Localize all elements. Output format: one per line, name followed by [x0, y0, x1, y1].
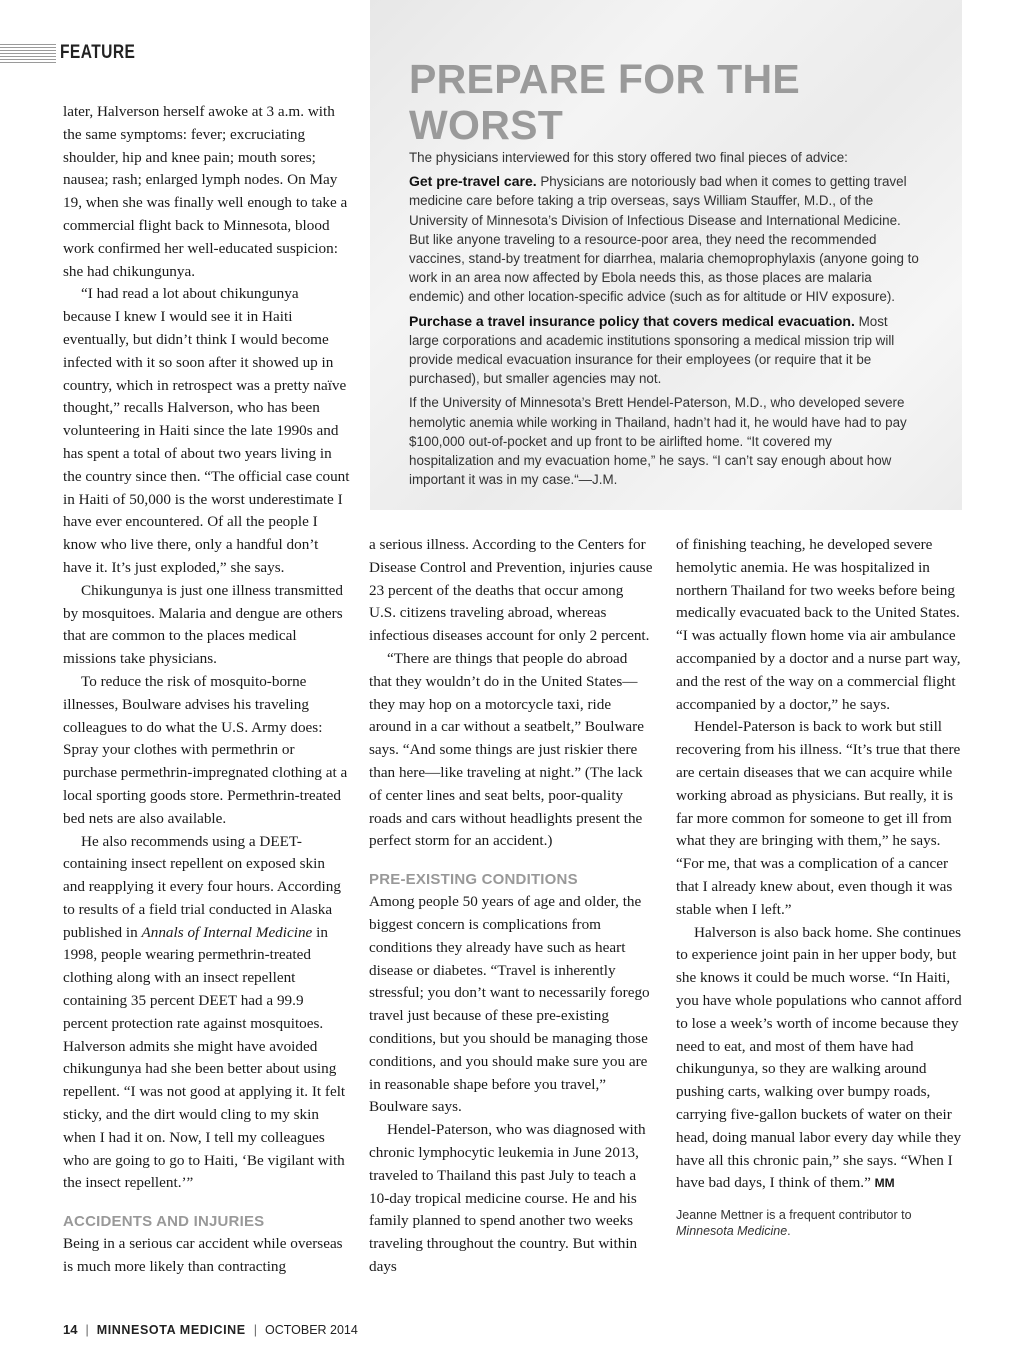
- bio-text-end: .: [787, 1224, 791, 1239]
- paragraph-text: Halverson is also back home. She continues to experience joint pain in her upper body, but she knows it could be much worse. “In Haiti, you have whole populations who cannot afford to lose a week’s worth of income because they need to eat, and most of them have had chikungunya, so they are walking around pushing carts, walking over bumpy roads, carrying five-gallon buckets of water on their head, doing manual labor every day while they have all this chronic pain,” she says. “When I have bad days, I think of them.”: [676, 923, 962, 1192]
- tip-1-heading: Get pre-travel care.: [409, 173, 537, 190]
- end-mark: MM: [874, 1176, 895, 1191]
- sidebar-title: PREPARE FOR THE WORST: [409, 56, 800, 148]
- article-column-1: [63, 101, 350, 1279]
- paragraph: Being in a serious car accident while overseas is much more likely than contracting: [63, 1235, 343, 1276]
- paragraph: later, Halverson herself awoke at 3 a.m. with the same symptoms: fever; excruciating shoulder, hip and knee pain; mouth sores; nausea; rash; enlarged lymph nodes. On May 19, when she was finally well enough to take a commercial flight back to Minnesota, blood work confirmed her well-educated suspicion: she had chikungunya.: [63, 103, 348, 280]
- page-number: 14: [63, 1322, 78, 1337]
- paragraph: Hendel-Paterson, who was diagnosed with chronic lymphocytic leukemia in June 2013, traveled to Thailand this past July to teach a 10-day tropical medicine course. He and his family planned to spend another two weeks traveling throughout the country. But within days: [369, 1121, 646, 1275]
- paragraph-text: in 1998, people wearing permethrin-treated clothing along with an insect repellent containing 35 percent DEET had a 99.9 percent protection rate against mosquitoes. Halverson admits she might have avoided chikungunya had she been better about using repellent. “I was not good at applying it. It felt sticky, and the dirt would cling to my skin when I had it on. Now, I tell my colleagues who are going to go to Haiti, ‘Be vigilant with the insect repellent.’”: [63, 923, 346, 1192]
- subhead-pre-existing: PRE-EXISTING CONDITIONS: [369, 871, 578, 889]
- paragraph: [63, 831, 350, 1196]
- article-column-3: [676, 534, 962, 1239]
- section-label-text: FEATURE: [60, 42, 136, 63]
- sidebar-tip-2: [409, 312, 919, 389]
- tip-2-text: Most large corporations and academic institutions sponsoring a medical mission trip will provide medical evacuation insurance for their employees (or require that it be purchased), but smaller agencies may not.: [409, 313, 895, 387]
- paragraph-text: He also recommends using a DEET-containing insect repellent on exposed skin and reapplying it every four hours. According to results of a field trial conducted in Alaska published in: [63, 832, 341, 941]
- paragraph: “There are things that people do abroad that they wouldn’t do in the United States—they may hop on a motorcycle taxi, ride around in a car without a seatbelt,” Boulware says. “And some things are just riskier there than here—like traveling at night.” (The lack of center lines and seat belts, poor-quality roads and cars without headlights present the perfect storm for an accident.): [369, 649, 644, 850]
- sidebar-closing: If the University of Minnesota’s Brett Hendel-Paterson, M.D., who developed severe hemolytic anemia while working in Thailand, hadn’t had it, he would have had to pay $100,000 out-of-pocket and up front to be airlifted home. “It covered my hospitalization and my evacuation home,” he says. “I can’t say enough about how important it was in my case.“—J.M.: [409, 395, 907, 488]
- paragraph: To reduce the risk of mosquito-borne illnesses, Boulware advises his traveling colleagues to do what the U.S. Army does: Spray your clothes with permethrin or purchase permethrin-impregnated clothing at a local sporting goods store. Permethrin-treated bed nets are also available.: [63, 672, 348, 827]
- magazine-name: MINNESOTA MEDICINE: [96, 1322, 246, 1337]
- author-bio: [676, 1207, 962, 1239]
- issue-date: OCTOBER 2014: [264, 1322, 358, 1337]
- tip-1-text: Physicians are notoriously bad when it comes to getting travel medicine care before taking a trip overseas, says William Stauffer, M.D., of the University of Minnesota’s Division of Infectious Disease and International Medicine. But like anyone traveling to a resource-poor area, they need the recommended vaccines, stand-by treatment for diarrhea, malaria chemoprophylaxis (anyone going to work in an area now affected by Ebola needs this, as those places are malaria endemic) and other location-specific advice (such as for altitude or HIV exposure).: [409, 174, 919, 305]
- sidebar-box: [370, 0, 962, 510]
- paragraph: Chikungunya is just one illness transmitted by mosquitoes. Malaria and dengue are others that are common to the places medical missions take physicians.: [63, 581, 343, 668]
- page-footer: [63, 1322, 358, 1337]
- stripe-decoration: [0, 43, 56, 63]
- footer-separator: |: [85, 1322, 89, 1337]
- sidebar-content: [409, 56, 919, 494]
- paragraph: Hendel-Paterson is back to work but still recovering from his illness. “It’s true that there are certain diseases that we can acquire while working abroad as physicians. But really, it is far more common for someone to get ill from what they are bringing with them,” he says. “For me, that was a complication of a cancer that I already knew about, even though it was stable when I left.”: [676, 718, 961, 918]
- tip-2-heading: Purchase a travel insurance policy that covers medical evacuation.: [409, 312, 855, 329]
- article-column-2: [369, 534, 653, 1279]
- paragraph: [676, 922, 962, 1196]
- paragraph: of finishing teaching, he developed severe hemolytic anemia. He was hospitalized in northern Thailand for two weeks before being medically evacuated back to the United States. “I was actually flown home via air ambulance accompanied by a doctor and a nurse part way, and the rest of the way on a commercial flight accompanied by a doctor,” he says.: [676, 536, 961, 713]
- sidebar-intro: The physicians interviewed for this story offered two final pieces of advice:: [409, 150, 848, 165]
- paragraph: Among people 50 years of age and older, the biggest concern is complications from conditions they already have such as heart disease or diabetes. “Travel is inherently stressful; you don’t want to necessarily forego travel just because of these pre-existing conditions, but you should be managing those conditions, and you should make sure you are in reasonable shape before you travel,” Boulware says.: [369, 893, 650, 1116]
- paragraph: a serious illness. According to the Centers for Disease Control and Prevention, injuries cause 23 percent of the deaths that occur among U.S. citizens traveling abroad, whereas infectious diseases account for only 2 percent.: [369, 536, 653, 645]
- section-label: [0, 40, 152, 66]
- subhead-accidents: ACCIDENTS AND INJURIES: [63, 1213, 265, 1231]
- bio-text: Jeanne Mettner is a frequent contributor to: [676, 1208, 912, 1223]
- paragraph: “I had read a lot about chikungunya because I knew I would see it in Haiti eventually, but didn’t think I would become infected with it so soon after it showed up in country, which in retrospect was a pretty naïve thought,” recalls Halverson, who has been volunteering in Haiti since the late 1990s and has spent a total of about two years living in the country since then. “The official case count in Haiti of 50,000 is the worst underestimate I have ever encountered. Of all the people I know who live there, only a handful don’t have it. It’s just exploded,” she says.: [63, 285, 350, 576]
- sidebar-tip-1: [409, 172, 919, 306]
- footer-separator: |: [253, 1322, 257, 1337]
- bio-publication: Minnesota Medicine: [676, 1224, 788, 1239]
- journal-title: Annals of Internal Medicine: [141, 923, 313, 941]
